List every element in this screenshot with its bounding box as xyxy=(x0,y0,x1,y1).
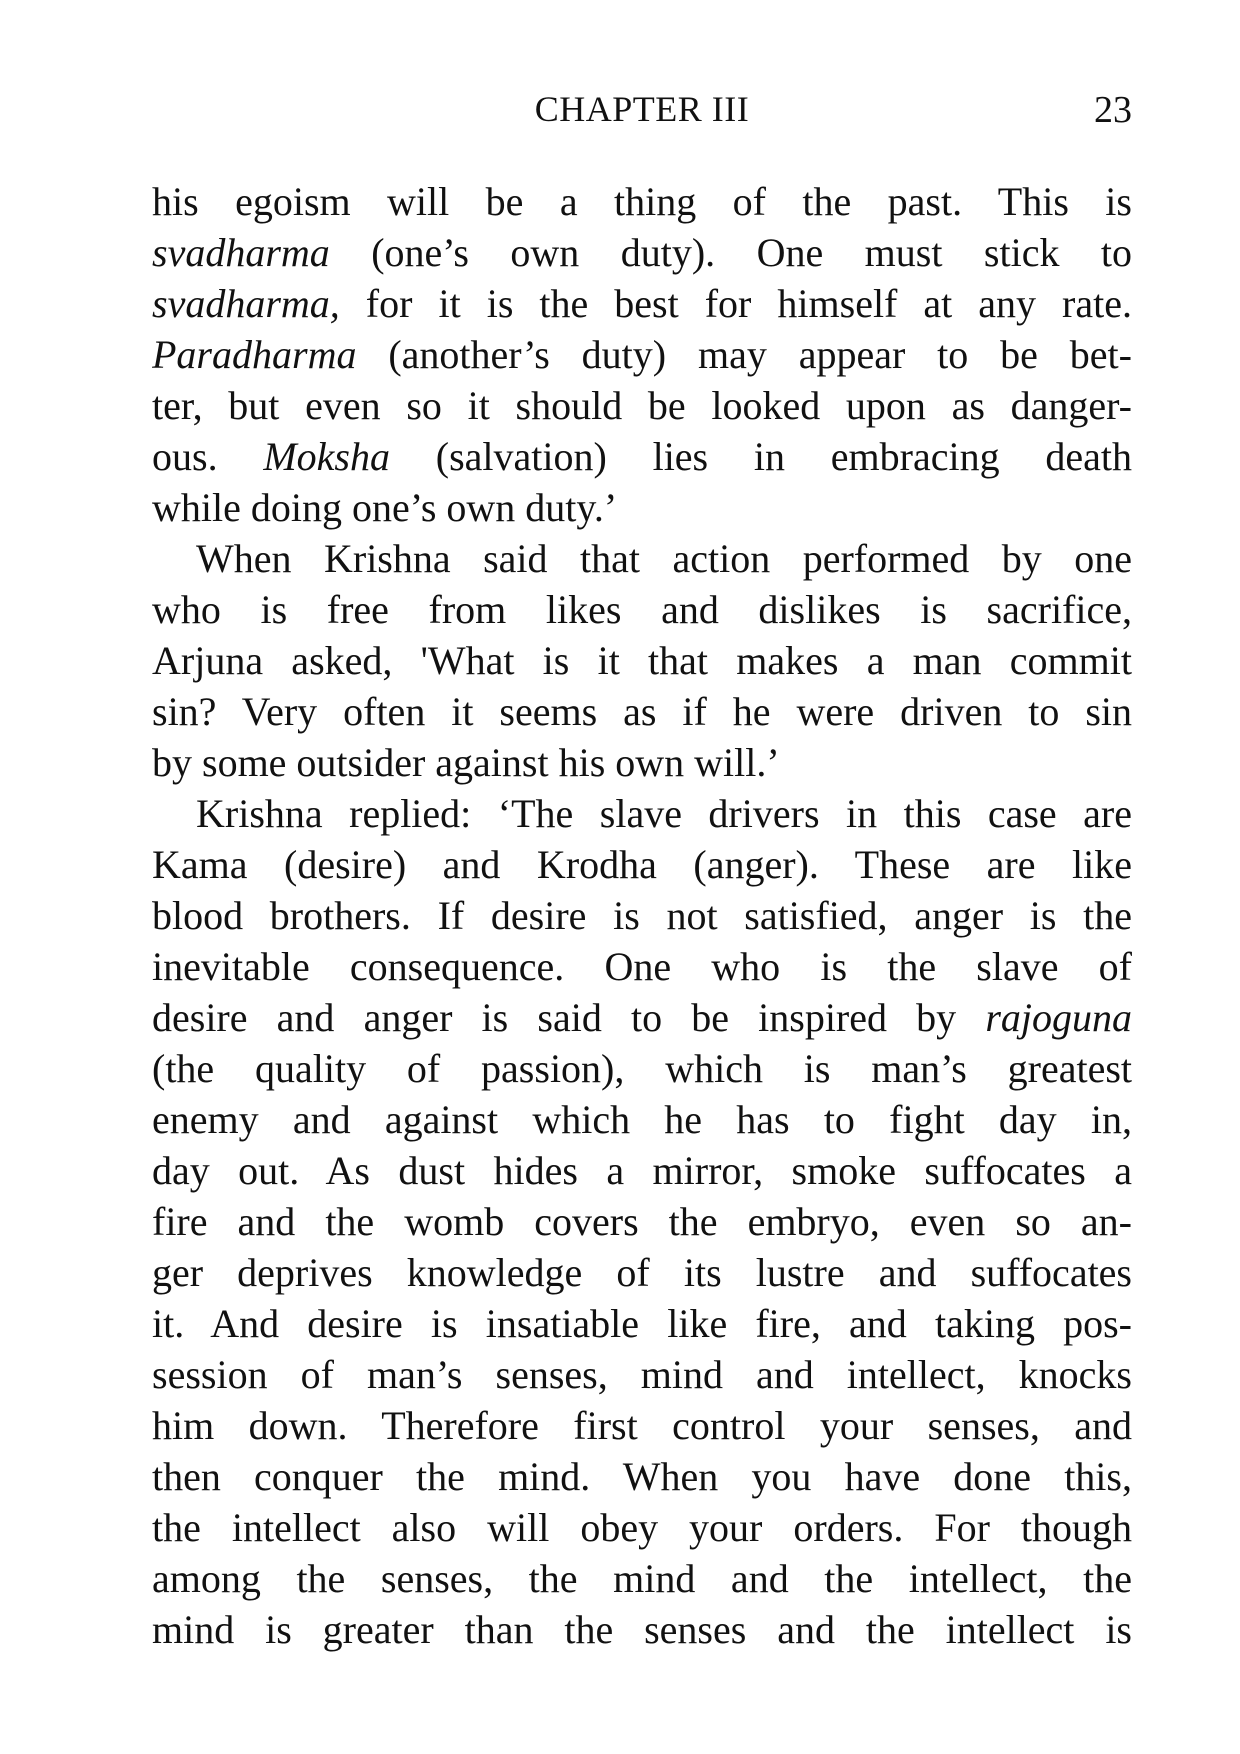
text-line: who is free from likes and dislikes is sacrifice, xyxy=(152,587,1132,632)
text-line: blood brothers. If desire is not satisfied, anger is the xyxy=(152,893,1132,938)
text-line: fire and the womb covers the embryo, even so an- xyxy=(152,1199,1132,1244)
text-line: among the senses, the mind and the intellect, the xyxy=(152,1556,1132,1601)
text-line: Kama (desire) and Krodha (anger). These are like xyxy=(152,842,1132,887)
text-line: him down. Therefore first control your senses, and xyxy=(152,1403,1132,1448)
text-line: Krishna replied: ‘The slave drivers in this case are xyxy=(196,791,1132,836)
text-line: Paradharma (another’s duty) may appear to be bet- xyxy=(152,332,1132,377)
text-line: enemy and against which he has to fight day in, xyxy=(152,1097,1132,1142)
text-line: mind is greater than the senses and the intellect is xyxy=(152,1607,1132,1652)
text-line: while doing one’s own duty.’ xyxy=(152,485,618,530)
text-line: ous. Moksha (salvation) lies in embracing death xyxy=(152,434,1132,479)
text-line: svadharma (one’s own duty). One must stick to xyxy=(152,230,1132,275)
text-line: day out. As dust hides a mirror, smoke suffocates a xyxy=(152,1148,1132,1193)
text-line: by some outsider against his own will.’ xyxy=(152,740,780,785)
page-number: 23 xyxy=(1094,89,1132,131)
text-line: Arjuna asked, 'What is it that makes a man commit xyxy=(152,638,1132,683)
text-line: ger deprives knowledge of its lustre and suffocates xyxy=(152,1250,1132,1295)
text-line: (the quality of passion), which is man’s greatest xyxy=(152,1046,1132,1091)
text-line: inevitable consequence. One who is the slave of xyxy=(152,944,1132,989)
body-text xyxy=(152,176,1132,1655)
text-line: the intellect also will obey your orders. For though xyxy=(152,1505,1132,1550)
text-line: When Krishna said that action performed by one xyxy=(196,536,1132,581)
text-line: his egoism will be a thing of the past. This is xyxy=(152,179,1132,224)
text-line: session of man’s senses, mind and intellect, knocks xyxy=(152,1352,1132,1397)
running-head xyxy=(152,88,1132,136)
text-line: svadharma, for it is the best for himself at any rate. xyxy=(152,281,1132,326)
text-line: sin? Very often it seems as if he were driven to sin xyxy=(152,689,1132,734)
text-line: desire and anger is said to be inspired by rajoguna xyxy=(152,995,1132,1040)
text-line: it. And desire is insatiable like fire, and taking pos- xyxy=(152,1301,1132,1346)
text-line: then conquer the mind. When you have done this, xyxy=(152,1454,1132,1499)
text-line: ter, but even so it should be looked upon as danger- xyxy=(152,383,1132,428)
chapter-title: CHAPTER III xyxy=(534,89,750,129)
